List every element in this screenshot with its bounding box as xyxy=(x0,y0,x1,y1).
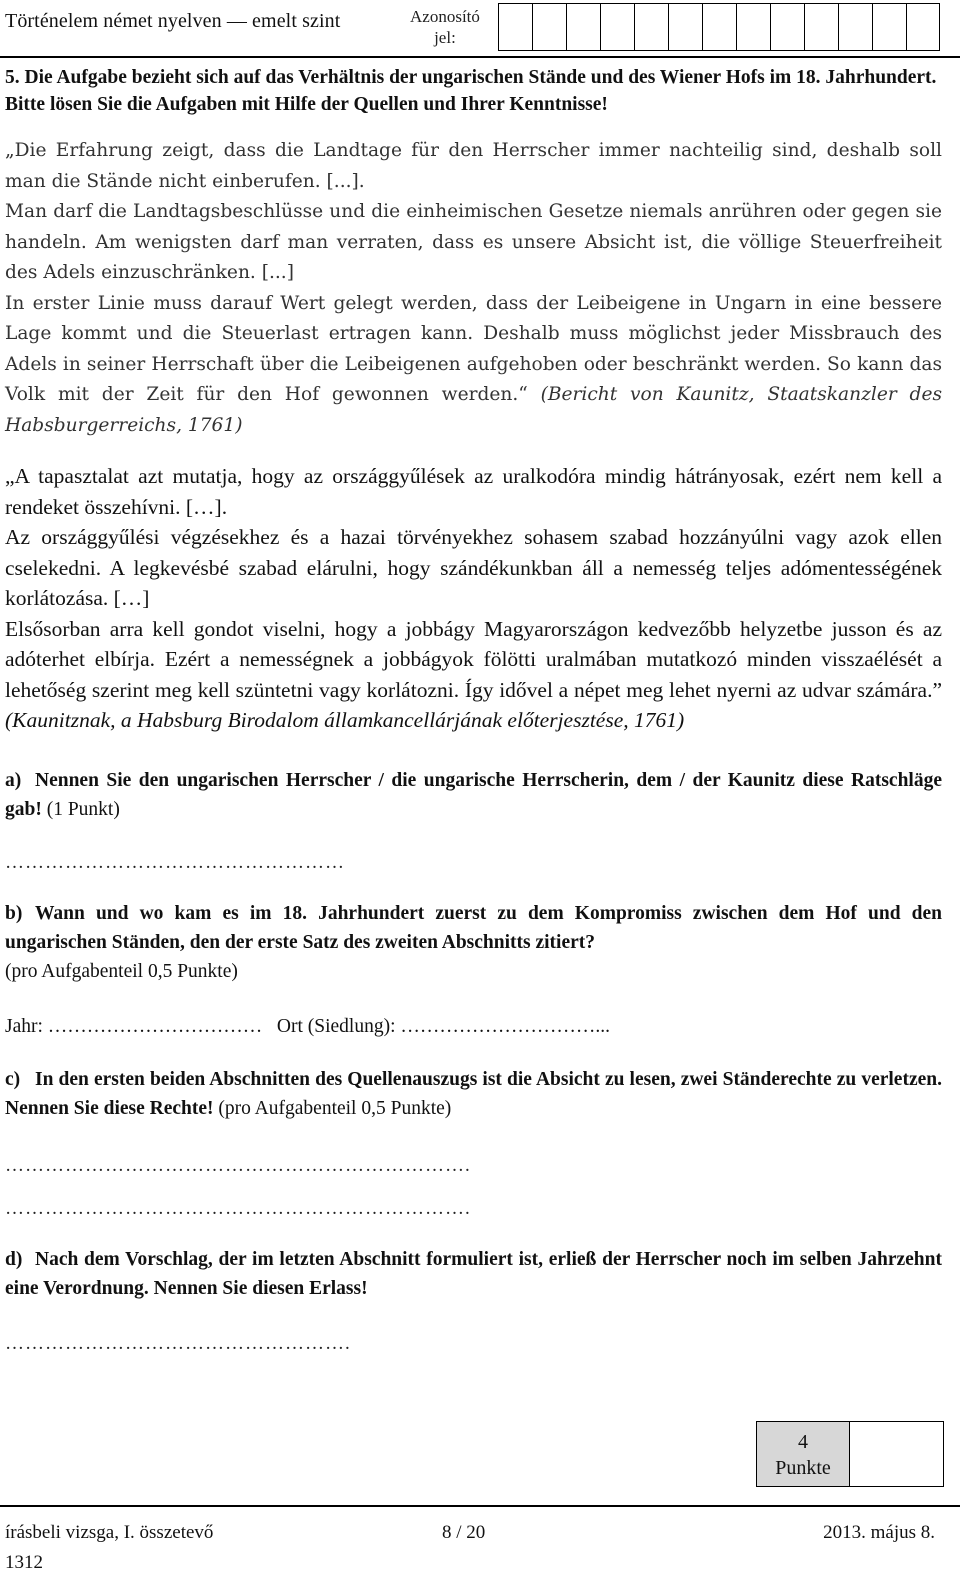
achieved-points-cell[interactable] xyxy=(850,1421,944,1487)
subject-title: Történelem német nyelven — emelt szint xyxy=(5,10,341,32)
question-c-text xyxy=(5,1065,942,1123)
page-number: 8 / 20 xyxy=(442,1522,486,1543)
source-quote-german xyxy=(5,136,942,441)
question-b xyxy=(5,899,942,1041)
question-a-label: a) xyxy=(5,769,22,791)
question-b-prompt: Wann und wo kam es im 18. Jahrhundert zuerst zu dem Kompromiss zwischen dem Hof und den ungarischen Ständen, den der erste Satz des zweiten Abschnitts zitiert? xyxy=(5,902,942,953)
id-box[interactable] xyxy=(668,3,702,51)
quote-hu-source: (Kaunitznak, a Habsburg Birodalom államkancellárjának előterjesztése, 1761) xyxy=(5,708,685,732)
id-box[interactable] xyxy=(702,3,736,51)
question-b-text xyxy=(5,899,942,957)
question-a-prompt: Nennen Sie den ungarischen Herrscher / die ungarische Herrscherin, dem / der Kaunitz diese Ratschläge gab! xyxy=(5,769,942,820)
question-d-label: d) xyxy=(5,1248,23,1270)
quote-hu-paragraph-3 xyxy=(5,614,942,736)
exam-code: 1312 xyxy=(5,1552,43,1573)
exam-date: 2013. május 8. xyxy=(823,1522,935,1543)
id-label xyxy=(410,6,480,48)
question-c-points: (pro Aufgabenteil 0,5 Punkte) xyxy=(218,1097,452,1119)
quote-hu-paragraph-1: „A tapasztalat azt mutatja, hogy az országgyűlések az uralkodóra mindig hátrányosak, ezért nem kell a rendeket összehívni. […]. xyxy=(5,464,942,519)
quote-de-paragraph-3 xyxy=(5,289,942,442)
question-d-text xyxy=(5,1245,942,1303)
id-box[interactable] xyxy=(838,3,872,51)
id-box[interactable] xyxy=(872,3,906,51)
answer-a-line[interactable]: …………………………………………… xyxy=(5,851,345,873)
answer-c-line-2[interactable]: ……………………………………………………………. xyxy=(5,1197,471,1219)
id-code-boxes xyxy=(498,3,940,51)
id-box[interactable] xyxy=(532,3,566,51)
page-content xyxy=(5,64,942,1358)
quote-hu-paragraph-3-text: Elsősorban arra kell gondot viselni, hogy a jobbágy Magyarországon kedvezőbb helyzetbe jusson és az adóterhet elbírja. Ezért a nemességnek a jobbágyok fölötti uralmában mutatkozó minden visszaélését a lehetőség szerint meg kell szüntetni vagy korlátozni. Így idővel a népet meg lehet nyerni az udvar számára.” xyxy=(5,616,942,702)
year-label: Jahr: xyxy=(5,1015,43,1037)
footer-divider xyxy=(0,1505,960,1507)
id-label-line1: Azonosító xyxy=(410,7,480,26)
exam-part: írásbeli vizsga, I. összetevő xyxy=(5,1522,214,1543)
place-answer-line[interactable]: …………………………... xyxy=(400,1015,611,1037)
score-box xyxy=(756,1421,944,1487)
id-box[interactable] xyxy=(566,3,600,51)
question-b-points: (pro Aufgabenteil 0,5 Punkte) xyxy=(5,960,238,982)
question-d xyxy=(5,1245,942,1358)
question-c-label: c) xyxy=(5,1068,21,1090)
quote-de-paragraph-2: Man darf die Landtagsbeschlüsse und die einheimischen Gesetze niemals anrühren oder gegen sie handeln. Am wenigsten darf man verraten, dass es unsere Absicht ist, die völlige Steuerfreiheit des Adels einzuschränken. [...] xyxy=(5,201,942,283)
task-intro: 5. Die Aufgabe bezieht sich auf das Verhältnis der ungarischen Stände und des Wiener Hofs im 18. Jahrhundert. xyxy=(5,67,937,88)
quote-de-source: (Bericht von Kaunitz, Staatskanzler des Habsburgerreichs, 1761) xyxy=(5,384,942,436)
question-c xyxy=(5,1065,942,1223)
question-b-label: b) xyxy=(5,902,23,924)
max-points-cell xyxy=(756,1421,850,1487)
source-quote-hungarian xyxy=(5,461,942,736)
id-box[interactable] xyxy=(600,3,634,51)
header-divider xyxy=(0,56,960,58)
quote-de-paragraph-3-text: In erster Linie muss darauf Wert gelegt werden, dass der Leibeigene in Ungarn in eine bessere Lage kommt und die Steuerlast ertragen kann. Deshalb muss möglichst jeder Missbrauch des Adels in seiner Herrschaft über die Leibeigenen aufgehoben oder beschränkt werden. So kann das Volk mit der Zeit für den Hof gewonnen werden.“ xyxy=(5,292,942,405)
id-box[interactable] xyxy=(736,3,770,51)
page-header xyxy=(0,0,960,58)
question-d-prompt: Nach dem Vorschlag, der im letzten Abschnitt formuliert ist, erließ der Herrscher noch im selben Jahrzehnt eine Verordnung. Nennen Sie diesen Erlass! xyxy=(5,1248,942,1299)
place-label: Ort (Siedlung): xyxy=(276,1015,396,1037)
id-label-line2: jel: xyxy=(434,28,456,47)
task-instruction: Bitte lösen Sie die Aufgaben mit Hilfe der Quellen und Ihrer Kenntnisse! xyxy=(5,94,608,115)
question-a xyxy=(5,766,942,877)
answer-d-line[interactable]: ……………………………………………. xyxy=(5,1332,351,1354)
question-c-prompt: In den ersten beiden Abschnitten des Quellenauszugs ist die Absicht zu lesen, zwei Ständerechte zu verletzen. Nennen Sie diese Rechte! xyxy=(5,1068,942,1119)
task-heading xyxy=(5,64,942,118)
max-points-label: Punkte xyxy=(775,1457,831,1479)
id-box[interactable] xyxy=(804,3,838,51)
quote-de-paragraph-1: „Die Erfahrung zeigt, dass die Landtage für den Herrscher immer nachteilig sind, deshalb soll man die Stände nicht einberufen. [...]. xyxy=(5,140,942,192)
max-points-value: 4 xyxy=(798,1431,808,1453)
quote-hu-paragraph-2: Az országgyűlési végzésekhez és a hazai törvényekhez sohasem szabad hozzányúlni vagy azok ellen cselekedni. A legkevésbé szabad elárulni, hogy szándékunkban áll a nemesség teljes adómentességének korlátozása. […] xyxy=(5,525,942,610)
year-answer-line[interactable]: …………………………… xyxy=(47,1015,263,1037)
question-a-text xyxy=(5,766,942,824)
answer-c-line-1[interactable]: ……………………………………………………………. xyxy=(5,1154,471,1176)
id-box[interactable] xyxy=(770,3,804,51)
id-box[interactable] xyxy=(906,3,940,51)
answer-b-line xyxy=(5,1012,942,1041)
id-box[interactable] xyxy=(498,3,532,51)
id-box[interactable] xyxy=(634,3,668,51)
question-a-points: (1 Punkt) xyxy=(46,798,120,820)
